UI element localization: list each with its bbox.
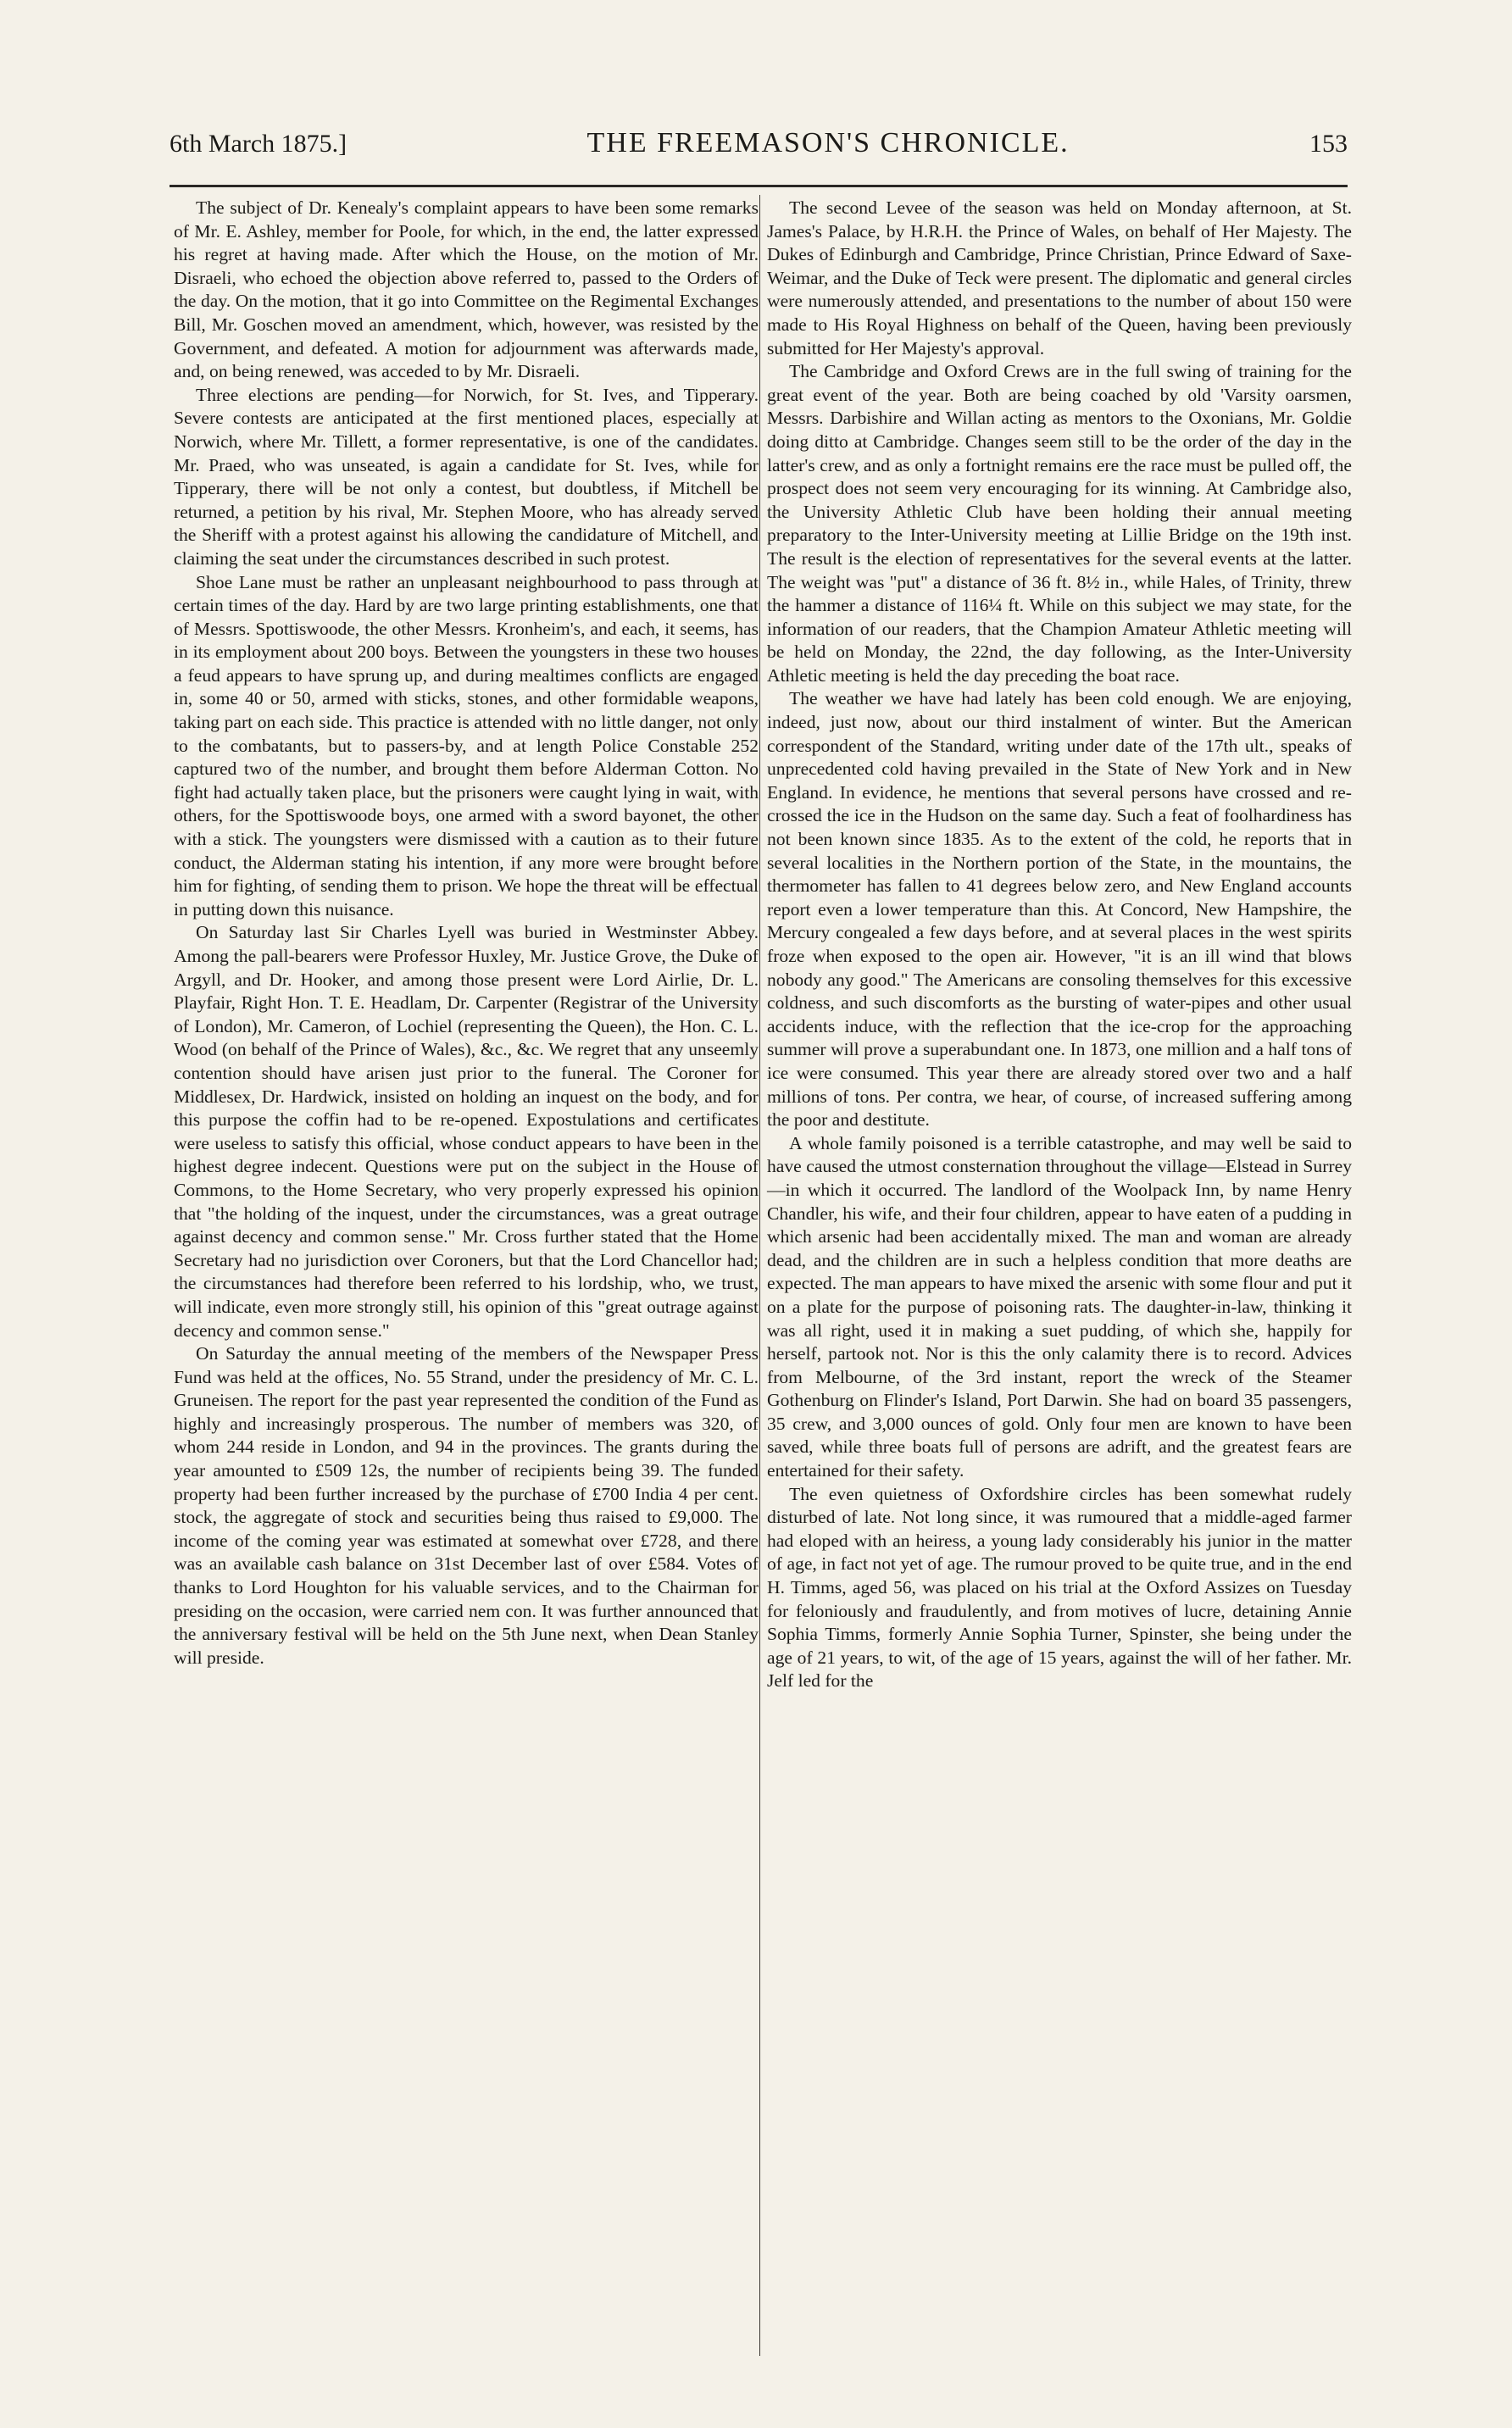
article-press-fund: On Saturday the annual meeting of the members of the Newspaper Press Fund was held at the offices, No. 55 Strand, under the presidency of Mr. C. L. Gruneisen. The report for the past year represented the condition of the Fund as highly and increasingly prosperous. The number of members was 320, of whom 244 reside in London, and 94 in the provinces. The grants during the year amounted to £509 12s, the number of recipients being 39. The funded property had been further increased by the purchase of £700 India 4 per cent. stock, the aggregate of stock and securities being thus raised to £9,000. The income of the coming year was estimated at somewhat over £728, and there was an available cash balance on 31st December last of over £584. Votes of thanks to Lord Houghton for his valuable services, and to the Chairman for presiding on the occasion, were carried nem con. It was further announced that the anniversary festival will be held on the 5th June next, when Dean Stanley will preside. xyxy=(174,1343,759,1668)
issue-date: 6th March 1875.] xyxy=(170,130,347,158)
article-poisoning: A whole family poisoned is a terrible catastrophe, and may well be said to have caused the utmost consternation throughout the village—Elstead in Surrey—in which it occurred. The landlord of the Woolpack Inn, by name Henry Chandler, his wife, and their four children, appear to have eaten of a pudding in which arsenic had been accidentally mixed. The man and woman are already dead, and the children are in such a helpless condition that more deaths are expected. The man appears to have mixed the arsenic with some flour and put it on a plate for the purpose of poisoning rats. The daughter-in-law, thinking it was all right, used it in making a suet pudding, of which she, happily for herself, partook not. Nor is this the only calamity there is to record. Advices from Melbourne, of the 3rd instant, report the wreck of the Steamer Gothenburg on Flinder's Island, Port Darwin. She had on board 35 passengers, 35 crew, and 3,000 ounces of gold. Only four men are known to have been saved, while three boats full of persons are adrift, and the greatest fears are entertained for their safety. xyxy=(767,1132,1352,1481)
article-weather: The weather we have had lately has been cold enough. We are enjoying, indeed, just now, about our third instalment of winter. But the American correspondent of the Standard, writing under date of the 17th ult., speaks of unprecedented cold having prevailed in the State of New York and in New England. In evidence, he mentions that several persons have crossed and re-crossed the ice in the Hudson on the same day. Such a feat of foolhardiness has not been known since 1835. As to the extent of the cold, he reports that in several localities in the Northern portion of the State, in the mountains, the thermometer has fallen to 41 degrees below zero, and New England accounts report even a lower temperature than this. At Concord, New Hampshire, the Mercury congealed a few days before, and at several places in the west spirits froze when exposed to the open air. However, "it is an ill wind that blows nobody any good." The Americans are consoling themselves for this excessive coldness, and such discomforts as the bursting of water-pipes and other usual accidents induce, with the reflection that the ice-crop for the approaching summer will prove a superabundant one. In 1873, one million and a half tons of ice were consumed. This year there are already stored over two and a half millions of tons. Per contra, we hear, of course, of increased suffering among the poor and destitute. xyxy=(767,688,1352,1131)
left-column xyxy=(174,197,759,1670)
article-lyell-funeral: On Saturday last Sir Charles Lyell was buried in Westminster Abbey. Among the pall-bearers were Professor Huxley, Mr. Justice Grove, the Duke of Argyll, and Dr. Hooker, and among those present were Lord Airlie, Dr. L. Playfair, Right Hon. T. E. Headlam, Dr. Carpenter (Registrar of the University of London), Mr. Cameron, of Lochiel (representing the Queen), the Hon. C. L. Wood (on behalf of the Prince of Wales), &c., &c. We regret that any unseemly contention should have arisen just prior to the funeral. The Coroner for Middlesex, Dr. Hardwick, insisted on holding an inquest on the body, and for this purpose the coffin had to be re-opened. Expostulations and certificates were useless to satisfy this official, whose conduct appears to have been in the highest degree indecent. Questions were put on the subject in the House of Commons, to the Home Secretary, who very properly expressed his opinion that "the holding of the inquest, under the circumstances, was a great outrage against decency and common sense." Mr. Cross further stated that the Home Secretary had no jurisdiction over Coroners, but that the Lord Chancellor had; the circumstances had therefore been referred to his lordship, who, we trust, will indicate, even more strongly still, his opinion of this "great outrage against decency and common sense." xyxy=(174,922,759,1341)
article-shoe-lane: Shoe Lane must be rather an unpleasant neighbourhood to pass through at certain times of the day. Hard by are two large printing establishments, one that of Messrs. Spottiswoode, the other Messrs. Kronheim's, and each, it seems, has in its employment about 200 boys. Between the youngsters in these two houses a feud appears to have sprung up, and during mealtimes conflicts are engaged in, some 40 or 50, armed with sticks, stones, and other formidable weapons, taking part on each side. This practice is attended with no little danger, not only to the combatants, but to passers-by, and at length Police Constable 252 captured two of the number, and brought them before Alderman Cotton. No fight had actually taken place, but the prisoners were caught lying in wait, with others, for the Spottiswoode boys, one armed with a sword bayonet, the other with a stick. The youngsters were dismissed with a caution as to their future conduct, the Alderman stating his intention, if any more were brought before him for fighting, of sending them to prison. We hope the threat will be effectual in putting down this nuisance. xyxy=(174,571,759,920)
publication-title: THE FREEMASON'S CHRONICLE. xyxy=(586,127,1070,158)
page-number: 153 xyxy=(1309,130,1348,158)
column-divider xyxy=(759,195,760,2356)
article-boat-race: The Cambridge and Oxford Crews are in the full swing of training for the great event of the year. Both are being coached by old 'Varsity oarsmen, Messrs. Darbishire and Willan acting as mentors to the Oxonians, Mr. Goldie doing ditto at Cambridge. Changes seem still to be the order of the day in the latter's crew, and as only a fortnight remains ere the race must be pulled off, the prospect does not seem very encouraging for its winning. At Cambridge also, the University Athletic Club have been holding their annual meeting preparatory to the Inter-University meeting at Lillie Bridge on the 19th inst. The result is the election of representatives for the several events at the latter. The weight was "put" a distance of 36 ft. 8½ in., while Hales, of Trinity, threw the hammer a distance of 116¼ ft. While on this subject we may state, for the information of our readers, that the Champion Amateur Athletic meeting will be held on Monday, the 22nd, the day following, as the Inter-University Athletic meeting is held the day preceding the boat race. xyxy=(767,361,1352,686)
article-levee: The second Levee of the season was held on Monday afternoon, at St. James's Palace, by H.R.H. the Prince of Wales, on behalf of Her Majesty. The Dukes of Edinburgh and Cambridge, Prince Christian, Prince Edward of Saxe-Weimar, and the Duke of Teck were present. The diplomatic and general circles were numerously attended, and presentations to the number of about 150 were made to His Royal Highness on behalf of the Queen, having been previously submitted for Her Majesty's approval. xyxy=(767,197,1352,358)
header-rule xyxy=(170,185,1348,187)
article-kenealy: The subject of Dr. Kenealy's complaint appears to have been some remarks of Mr. E. Ashley, member for Poole, for which, in the end, the latter expressed his regret at having made. After which the House, on the motion of Mr. Disraeli, who echoed the objection above referred to, passed to the Orders of the day. On the motion, that it go into Committee on the Regimental Exchanges Bill, Mr. Goschen moved an amendment, which, however, was resisted by the Government, and defeated. A motion for adjournment was afterwards made, and, on being renewed, was acceded to by Mr. Disraeli. xyxy=(174,197,759,382)
article-elections: Three elections are pending—for Norwich, for St. Ives, and Tipperary. Severe contests are anticipated at the first mentioned places, especially at Norwich, where Mr. Tillett, a former representative, is one of the candidates. Mr. Praed, who was unseated, is again a candidate for St. Ives, while for Tipperary, there will be not only a contest, but doubtless, if Mitchell be returned, a petition by his rival, Mr. Stephen Moore, who has already served the Sheriff with a protest against his allowing the candidature of Mitchell, and claiming the seat under the circumstances described in such protest. xyxy=(174,384,759,569)
page-header xyxy=(170,127,1348,178)
article-oxfordshire: The even quietness of Oxfordshire circles has been somewhat rudely disturbed of late. Not long since, it was rumoured that a middle-aged farmer had eloped with an heiress, a young lady considerably his junior in the matter of age, in fact not yet of age. The rumour proved to be quite true, and in the end H. Timms, aged 56, was placed on his trial at the Oxford Assizes on Tuesday for feloniously and fraudulently, and from motives of lucre, detaining Annie Sophia Timms, formerly Annie Sophia Turner, Spinster, she being under the age of 21 years, to wit, of the age of 15 years, against the will of her father. Mr. Jelf led for the xyxy=(767,1483,1352,1692)
right-column xyxy=(767,197,1352,1693)
